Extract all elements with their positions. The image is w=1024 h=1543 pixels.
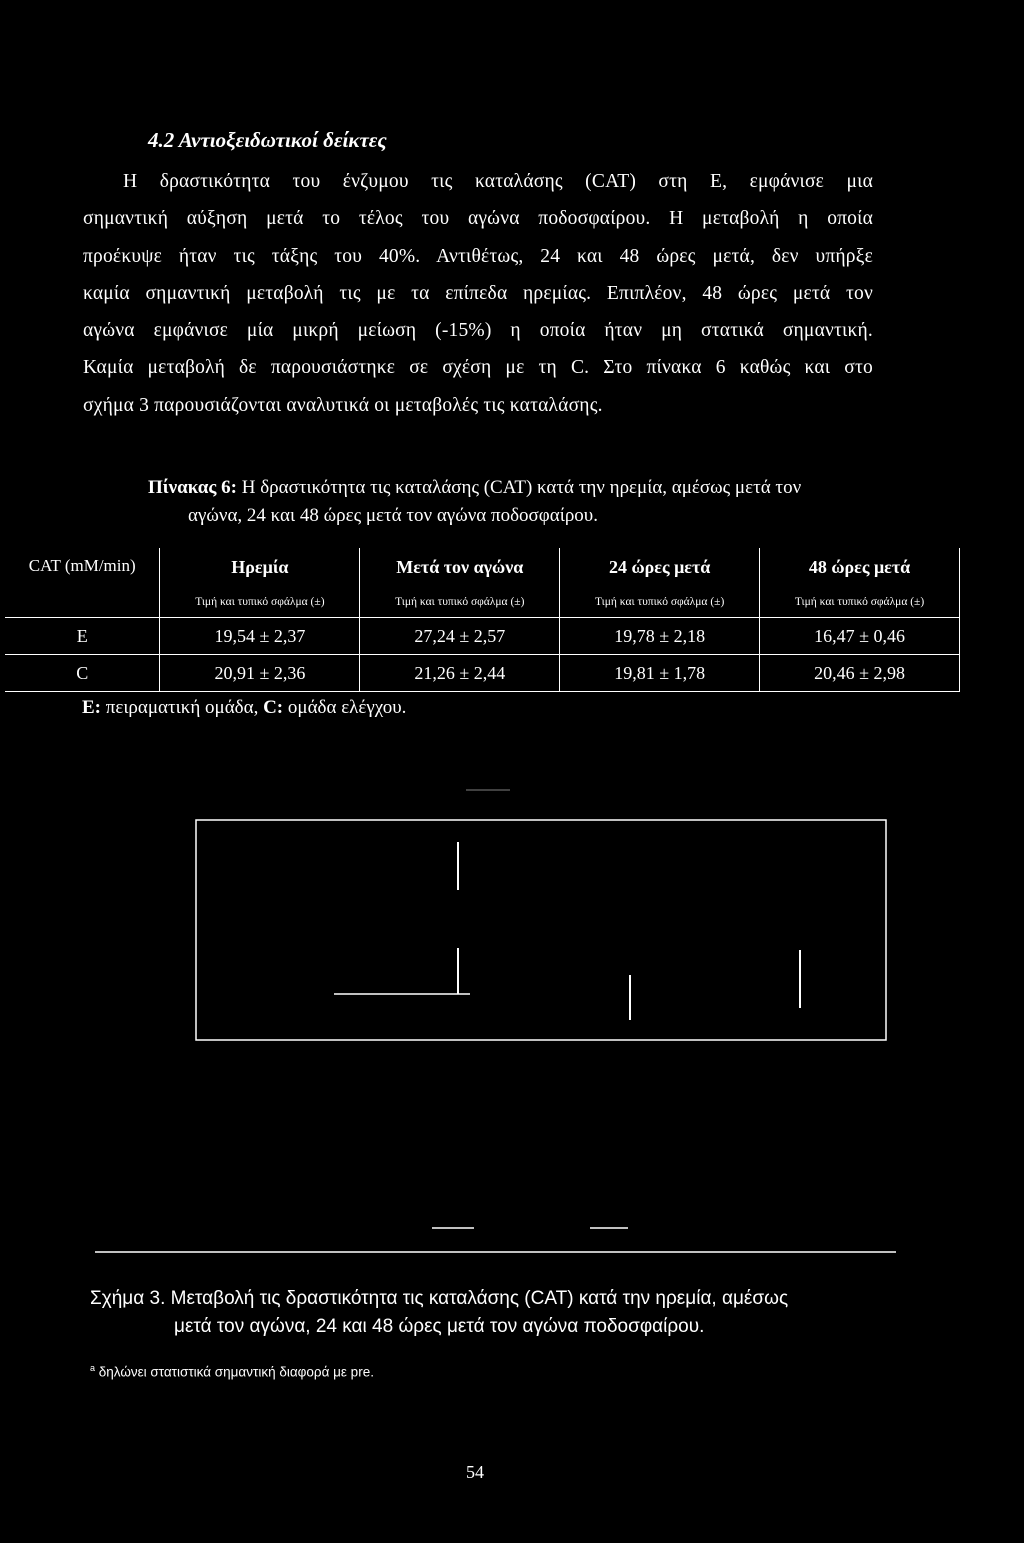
paragraph-line: αγώνα εμφάνισε μία μικρή μείωση (-15%) η οποία ήταν μη στατικά σημαντική. <box>83 320 873 342</box>
table-caption-text: αγώνα, 24 και 48 ώρες μετά τον αγώνα ποδοσφαίρου. <box>188 505 598 526</box>
footnote-marker: a <box>90 1363 96 1373</box>
paragraph-line: σχήμα 3 παρουσιάζονται αναλυτικά οι μεταβολές τις καταλάσης. <box>83 394 603 416</box>
row-label: C <box>5 655 160 692</box>
table-legend <box>82 697 406 719</box>
column-header: Μετά τον αγώνα <box>360 548 560 586</box>
section-paragraph <box>83 163 873 424</box>
paragraph-line: σημαντική αύξηση μετά το τέλος του αγώνα ποδοσφαίρου. Η μεταβολή η οποία <box>83 208 873 230</box>
legend-e-text: πειραματική ομάδα, <box>101 697 264 718</box>
column-subheader: Τιμή και τυπικό σφάλμα (±) <box>760 586 960 618</box>
table-row <box>5 655 960 692</box>
table-cell: 21,26 ± 2,44 <box>360 655 560 692</box>
table-row <box>5 618 960 655</box>
table-cell: 20,46 ± 2,98 <box>760 655 960 692</box>
page-number: 54 <box>466 1462 484 1482</box>
column-header: 24 ώρες μετά <box>560 548 760 586</box>
table-corner-header: CAT (mM/min) <box>5 548 160 618</box>
legend-e-label: E: <box>82 697 101 718</box>
table-caption <box>148 474 888 530</box>
column-subheader: Τιμή και τυπικό σφάλμα (±) <box>560 586 760 618</box>
table-caption-text: Η δραστικότητα τις καταλάσης (CAT) κατά την ηρεμία, αμέσως μετά τον <box>236 477 802 498</box>
column-header: Ηρεμία <box>160 548 360 586</box>
figure-caption-text: Σχήμα 3. Μεταβολή τις δραστικότητα τις καταλάσης (CAT) κατά την ηρεμία, αμέσως <box>90 1288 789 1309</box>
cat-table <box>5 548 960 692</box>
table-cell: 19,78 ± 2,18 <box>560 618 760 655</box>
paragraph-line: Καμία μεταβολή δε παρουσιάστηκε σε σχέση με τη C. Στο πίνακα 6 καθώς και στο <box>83 357 873 379</box>
table-cell: 19,81 ± 1,78 <box>560 655 760 692</box>
table-cell: 27,24 ± 2,57 <box>360 618 560 655</box>
column-header: 48 ώρες μετά <box>760 548 960 586</box>
chart-frame <box>196 820 886 1040</box>
row-label: E <box>5 618 160 655</box>
figure-caption-text: μετά τον αγώνα, 24 και 48 ώρες μετά τον αγώνα ποδοσφαίρου. <box>174 1316 705 1337</box>
paragraph-line: προέκυψε ήταν τις τάξης του 40%. Αντιθέτως, 24 και 48 ώρες μετά, δεν υπήρξε <box>83 245 873 267</box>
figure-caption <box>90 1285 788 1341</box>
table-cell: 20,91 ± 2,36 <box>160 655 360 692</box>
paragraph-line: καμία σημαντική μεταβολή τις με τα επίπεδα ηρεμίας. Επιπλέον, 48 ώρες μετά τον <box>83 282 873 304</box>
section-heading: 4.2 Αντιοξειδωτικοί δείκτες <box>148 128 387 152</box>
figure-3-chart <box>0 780 1024 1260</box>
table-caption-label: Πίνακας 6: <box>148 477 237 498</box>
footnote-text: δηλώνει στατιστικά σημαντική διαφορά με pre. <box>95 1364 374 1380</box>
legend-c-label: C: <box>263 697 284 718</box>
table-cell: 16,47 ± 0,46 <box>760 618 960 655</box>
column-subheader: Τιμή και τυπικό σφάλμα (±) <box>160 586 360 618</box>
legend-c-text: ομάδα ελέγχου. <box>283 697 407 718</box>
paragraph-line: Η δραστικότητα του ένζυμου τις καταλάσης (CAT) στη Ε, εμφάνισε μια <box>123 171 873 192</box>
table-cell: 19,54 ± 2,37 <box>160 618 360 655</box>
figure-footnote <box>90 1363 374 1380</box>
column-subheader: Τιμή και τυπικό σφάλμα (±) <box>360 586 560 618</box>
